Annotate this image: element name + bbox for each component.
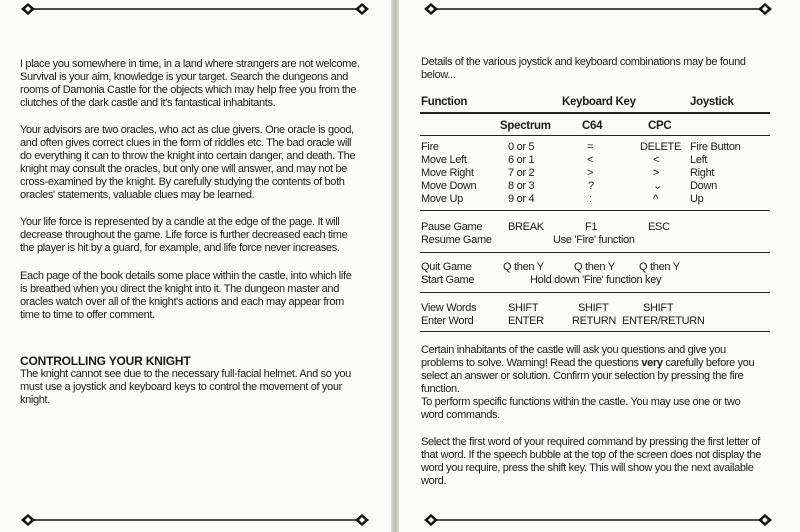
table-rule bbox=[420, 331, 770, 332]
cpc-key-cell: ESC bbox=[648, 221, 670, 233]
cpc-key-cell: DELETE bbox=[640, 141, 681, 153]
col-header-keyboard: Keyboard Key bbox=[562, 96, 636, 108]
function-cell: Move Up bbox=[421, 193, 463, 205]
table-rule bbox=[420, 252, 770, 253]
c64-key-cell: > bbox=[587, 167, 594, 179]
col-header-cpc: CPC bbox=[648, 120, 672, 132]
select-word-paragraph: Select the first word of your required command by pressing the first letter of that word. If the speech bubble at the top of the screen does not display the word you require, press the shift key. This will show you the next available word. bbox=[421, 436, 761, 487]
spectrum-key-cell: 6 or 1 bbox=[508, 154, 535, 166]
table-rule bbox=[420, 210, 770, 211]
c64-key-cell: SHIFT bbox=[578, 302, 609, 314]
cpc-key-cell: ^ bbox=[653, 193, 658, 205]
resume-note: Use 'Fire' function bbox=[553, 234, 635, 246]
joystick-cell: Right bbox=[690, 167, 715, 179]
c64-key-cell: ? bbox=[588, 180, 594, 192]
page-gutter bbox=[391, 0, 399, 532]
cpc-key-cell: ⌄ bbox=[653, 180, 662, 192]
bottom-ornament-rule-right bbox=[423, 513, 773, 527]
spectrum-key-cell: ENTER bbox=[508, 315, 544, 327]
function-cell: Pause Game bbox=[421, 221, 483, 233]
commands-paragraph: To perform specific functions within the castle. You may use one or two word commands. bbox=[421, 396, 741, 421]
function-cell: Resume Game bbox=[421, 234, 492, 246]
col-header-function: Function bbox=[421, 96, 468, 108]
cpc-key-cell: < bbox=[653, 154, 660, 166]
c64-key-cell: = bbox=[587, 141, 594, 153]
start-note: Hold down 'Fire' function key bbox=[530, 274, 662, 286]
c64-key-cell: : bbox=[589, 193, 592, 205]
intro-paragraph: I place you somewhere in time, in a land where strangers are not welcome. Survival is your aim, knowledge is your target. Search the dungeons and rooms of Damonia Castle for the objects which may help free you from the clutches of the dark castle and it's fantastical inhabitants. bbox=[20, 58, 360, 109]
spectrum-key-cell: BREAK bbox=[508, 221, 544, 233]
function-cell: Fire bbox=[421, 141, 439, 153]
cpc-key-cell: > bbox=[653, 167, 660, 179]
cpc-key-cell: SHIFT bbox=[643, 302, 674, 314]
spectrum-key-cell: Q then Y bbox=[503, 261, 544, 273]
col-header-spectrum: Spectrum bbox=[500, 120, 551, 132]
spectrum-key-cell: 0 or 5 bbox=[508, 141, 535, 153]
table-rule bbox=[420, 135, 770, 136]
c64-key-cell: RETURN bbox=[572, 315, 617, 327]
table-rule bbox=[420, 112, 770, 114]
spectrum-key-cell: 9 or 4 bbox=[508, 193, 535, 205]
controlling-paragraph: The knight cannot see due to the necessary full-facial helmet. And so you must use a joystick and keyboard keys to control the movement of your knight. bbox=[20, 368, 351, 406]
spectrum-key-cell: 7 or 2 bbox=[508, 167, 535, 179]
function-cell: Start Game bbox=[421, 274, 475, 286]
oracles-paragraph: Your advisors are two oracles, who act as clue givers. One oracle is good, and often gives correct clues in the form of riddles etc. The bad oracle will do everything it can to throw the knight into certain danger, and death. The knight may consult the oracles, but only one will answer, and may not be cross-examined by the knight. By carefully studying the contents of both oracles' statements, valuable clues may be learned. bbox=[20, 124, 356, 201]
spectrum-key-cell: 8 or 3 bbox=[508, 180, 535, 192]
joystick-cell: Down bbox=[690, 180, 717, 192]
questions-paragraph: Certain inhabitants of the castle will ask you questions and give you problems to solve. Warning! Read the questions very carefully before you select an answer or solution. Confirm your selection by pressing the fire function. bbox=[421, 344, 755, 395]
cpc-key-cell: ENTER/RETURN bbox=[622, 315, 705, 327]
c64-key-cell: Q then Y bbox=[574, 261, 615, 273]
life-force-paragraph: Your life force is represented by a candle at the edge of the page. It will decrease throughout the game. Life force is further decreased each time the player is hit by a guard, for example, and life force never increases. bbox=[20, 216, 348, 254]
c64-key-cell: < bbox=[587, 154, 594, 166]
col-header-c64: C64 bbox=[582, 120, 603, 132]
table-rule bbox=[420, 292, 770, 293]
function-cell: Move Right bbox=[421, 167, 474, 179]
col-header-joystick: Joystick bbox=[690, 96, 734, 108]
cpc-key-cell: Q then Y bbox=[639, 261, 680, 273]
function-cell: Quit Game bbox=[421, 261, 472, 273]
controls-intro: Details of the various joystick and keyboard combinations may be found below... bbox=[421, 56, 746, 81]
joystick-cell: Up bbox=[690, 193, 704, 205]
c64-key-cell: F1 bbox=[585, 221, 598, 233]
function-cell: View Words bbox=[421, 302, 477, 314]
function-cell: Enter Word bbox=[421, 315, 474, 327]
top-ornament-rule-right bbox=[423, 2, 773, 16]
top-ornament-rule-left bbox=[20, 2, 370, 16]
spectrum-key-cell: SHIFT bbox=[508, 302, 539, 314]
show-through-smudge bbox=[110, 34, 117, 55]
joystick-cell: Left bbox=[690, 154, 708, 166]
function-cell: Move Down bbox=[421, 180, 477, 192]
bottom-ornament-rule-left bbox=[20, 513, 370, 527]
function-cell: Move Left bbox=[421, 154, 467, 166]
controlling-heading: CONTROLLING YOUR KNIGHT bbox=[20, 354, 191, 368]
book-pages-paragraph: Each page of the book details some place within the castle, into which life is breathed when you direct the knight into it. The dungeon master and oracles watch over all of the knight's actions and each may appear from time to time to offer comment. bbox=[20, 270, 352, 321]
joystick-cell: Fire Button bbox=[690, 141, 741, 153]
